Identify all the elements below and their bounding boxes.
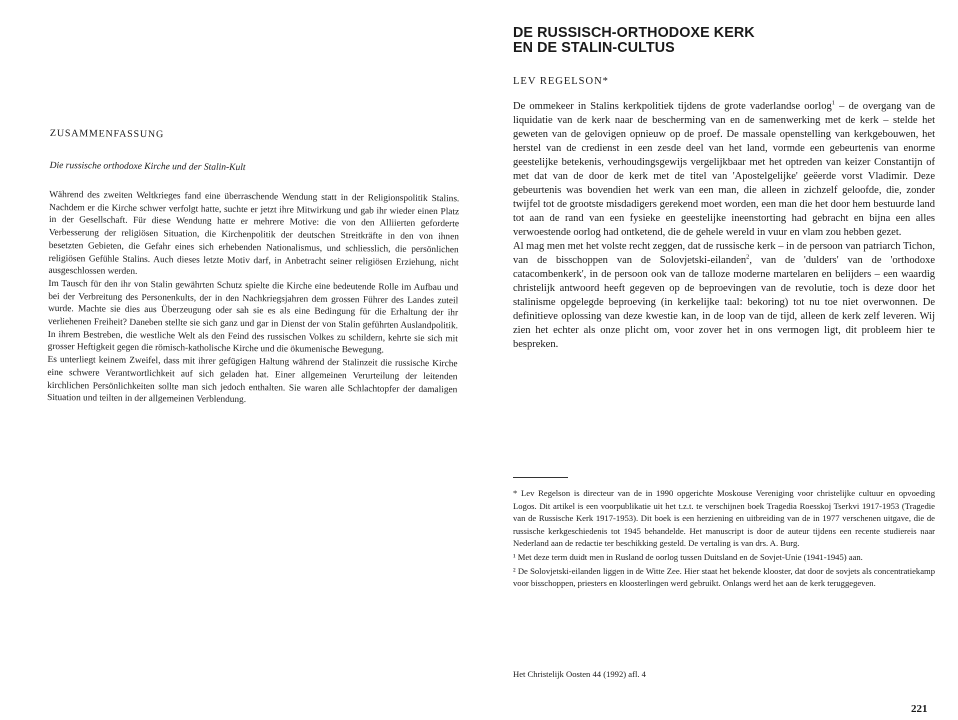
- journal-citation: Het Christelijk Oosten 44 (1992) afl. 4: [513, 669, 646, 679]
- summary-paragraph: Es unterliegt keinem Zweifel, dass mit ihrer gefügigen Haltung während der Stalinzeit die russische Kirche eine schwere Verantwortlichkeit auf sich geladen hat. Einer allgemeinen Verurteilung der leitenden kirchlichen Persönlichkeiten sollte man sich jedoch enthalten. Sie waren alle Schlachtopfer der damaligen Situation und teilten in der allgemeinen Verblendung.: [47, 355, 458, 406]
- article-text: , van de 'dulders' van de 'orthodoxe catacombenkerk', in de persoon ook van de talloze moderne martelaren en belijders – een waardig christelijk antwoord heeft gegeven op de beproevingen van de revolutie, toch is deze door het stalinisme opgelegde beproeving (in kerkelijke taal: bekoring) tot nu toe niet overwonnen. De definitieve oplossing van deze kwestie kan, in de loop van de tijd, alleen de kerk zelf leveren. Wij zien het echter als onze plicht om, voor zover het in ons vermogen ligt, dit probleem hier te bespreken.: [513, 255, 935, 350]
- footnote-2: ² De Solovjetski-eilanden liggen in de Witte Zee. Hier staat het bekende klooster, dat door de sovjets als concentratiekamp voor bisschoppen, priesters en kloosterlingen werd gebruikt. Onlangs werd het aan de kerk teruggegeven.: [513, 565, 935, 589]
- article-text: De ommekeer in Stalins kerkpolitiek tijdens de grote vaderlandse oorlog: [513, 101, 832, 112]
- article-title-line-1: DE RUSSISCH-ORTHODOXE KERK: [513, 25, 755, 41]
- article-paragraph: [513, 240, 935, 352]
- summary-paragraph: Während des zweiten Weltkrieges fand eine überraschende Wendung statt in der Religionspolitik Stalins. Nachdem er die Kirche schwer verfolgt hatte, suchte er jetzt ihre Mitwirkung und gab ihr wieder einen Platz in der Gesellschaft. Für diese Wendung hatte er mehrere Motive: die von den Alliierten geforderte Verbesserung der religiösen Situation, die Kirchenpolitik der deutschen Streitkräfte in den von ihnen besetzten Gebieten, die Gefahr eines sich erhebenden Nationalismus, und schliesslich, die persönlichen religiösen Gefühle Stalins. Auch dieses letzte Motiv darf, in Anbetracht seiner religiösen Erziehung, nicht ausgeschlossen werden.: [48, 189, 460, 278]
- summary-block: [47, 128, 460, 409]
- right-page: [479, 0, 958, 720]
- article-title-line-2: EN DE STALIN-CULTUS: [513, 40, 675, 56]
- footnote-ref-1: 1: [831, 99, 835, 107]
- article-block: [513, 26, 935, 352]
- article-text: – de overgang van de liquidatie van de kerk naar de bescherming van en de samenwerking met de kerk – stelde het geweten van de gelovigen opnieuw op de proef. De massale openstelling van kerkgebouwen, het herstel van de credienst in een zesde deel van het land, vormde een gebeurtenis van enorme geestelijke betekenis, verhoudingsgewijs vergelijkbaar met het optreden van keizer Constantijn of met dat van de door de kerk met de titel van 'Apostelgelijke' geëerde vorst Vladimir. Deze gebeurtenis was bovendien het werk van een man, die alleen in zichzelf geloofde, die, zonder twijfel tot de grootste misdadigers gerekend moet worden, een man die het door hem bestuurde land tot aan de rand van een fysieke en geestelijke ineenstorting had gebracht en bijna een alles verwoestende oorlog had ontketend, die de gehele wereld in vuur en vlam zou hebben gezet.: [513, 101, 936, 238]
- footnote-divider: [513, 477, 568, 478]
- summary-heading: ZUSAMMENFASSUNG: [49, 128, 165, 141]
- article-author: LEV REGELSON*: [513, 76, 609, 87]
- page-number: 221: [911, 703, 928, 715]
- article-paragraph: [513, 100, 935, 240]
- footnote-1: ¹ Met deze term duidt men in Rusland de oorlog tussen Duitsland en de Sovjet-Unie (1941-1945) aan.: [513, 551, 863, 562]
- footnote-ref-2: 2: [746, 253, 750, 261]
- article-text: Al mag men met het volste recht zeggen, dat de russische kerk – in de persoon van patriarch Tichon, van de bisschoppen van de Solovjetski-eilanden: [513, 241, 935, 266]
- article-title: [513, 26, 935, 56]
- summary-paragraph: Im Tausch für den ihr von Stalin gewährten Schutz spielte die Kirche eine bedeutende Rolle im Aufbau und bei der Verbreitung des Personenkults, der in den Nachkriegsjahren dem grossen Führer des Landes zuteil wurde. Machte sie dies aus Überzeugung oder sah sie es als eine Bedingung für die Erhaltung der ihr verliehenen Freiheit? Daneben stellte sie sich ganz und gar in Dienst der von Stalin geführten Auslandpolitik. In ihrem Bestreben, die westliche Welt als den Feind des russischen Volkes zu schildern, kehrte sie sich mit grosser Heftigkeit gegen die römisch-katholische Kirche und die ökumenische Bewegung.: [47, 278, 459, 356]
- summary-subtitle: Die russische orthodoxe Kirche und der Stalin-Kult: [49, 160, 246, 174]
- footnotes: [513, 487, 935, 591]
- footnote-author: * Lev Regelson is directeur van de in 1990 opgerichte Moskouse Vereniging voor christelijke cultuur en opvoeding Logos. Dit artikel is een voorpublikatie uit het t.z.t. te verschijnen boek Tragedia Roesskoj Tserkvi 1917-1953 (Tragedie van de Russische Kerk 1917-1953). Dit boek is een herziening en uitbreiding van de in 1977 verschenen uitgave, die de russische kerkgeschiedenis tot 1945 behandelde. Het manuscript is door de auteur tijdens een recente studiereis naar Nederland aan de redactie ter beschikking gesteld. De vertaling is van drs. A. Burg.: [513, 488, 935, 549]
